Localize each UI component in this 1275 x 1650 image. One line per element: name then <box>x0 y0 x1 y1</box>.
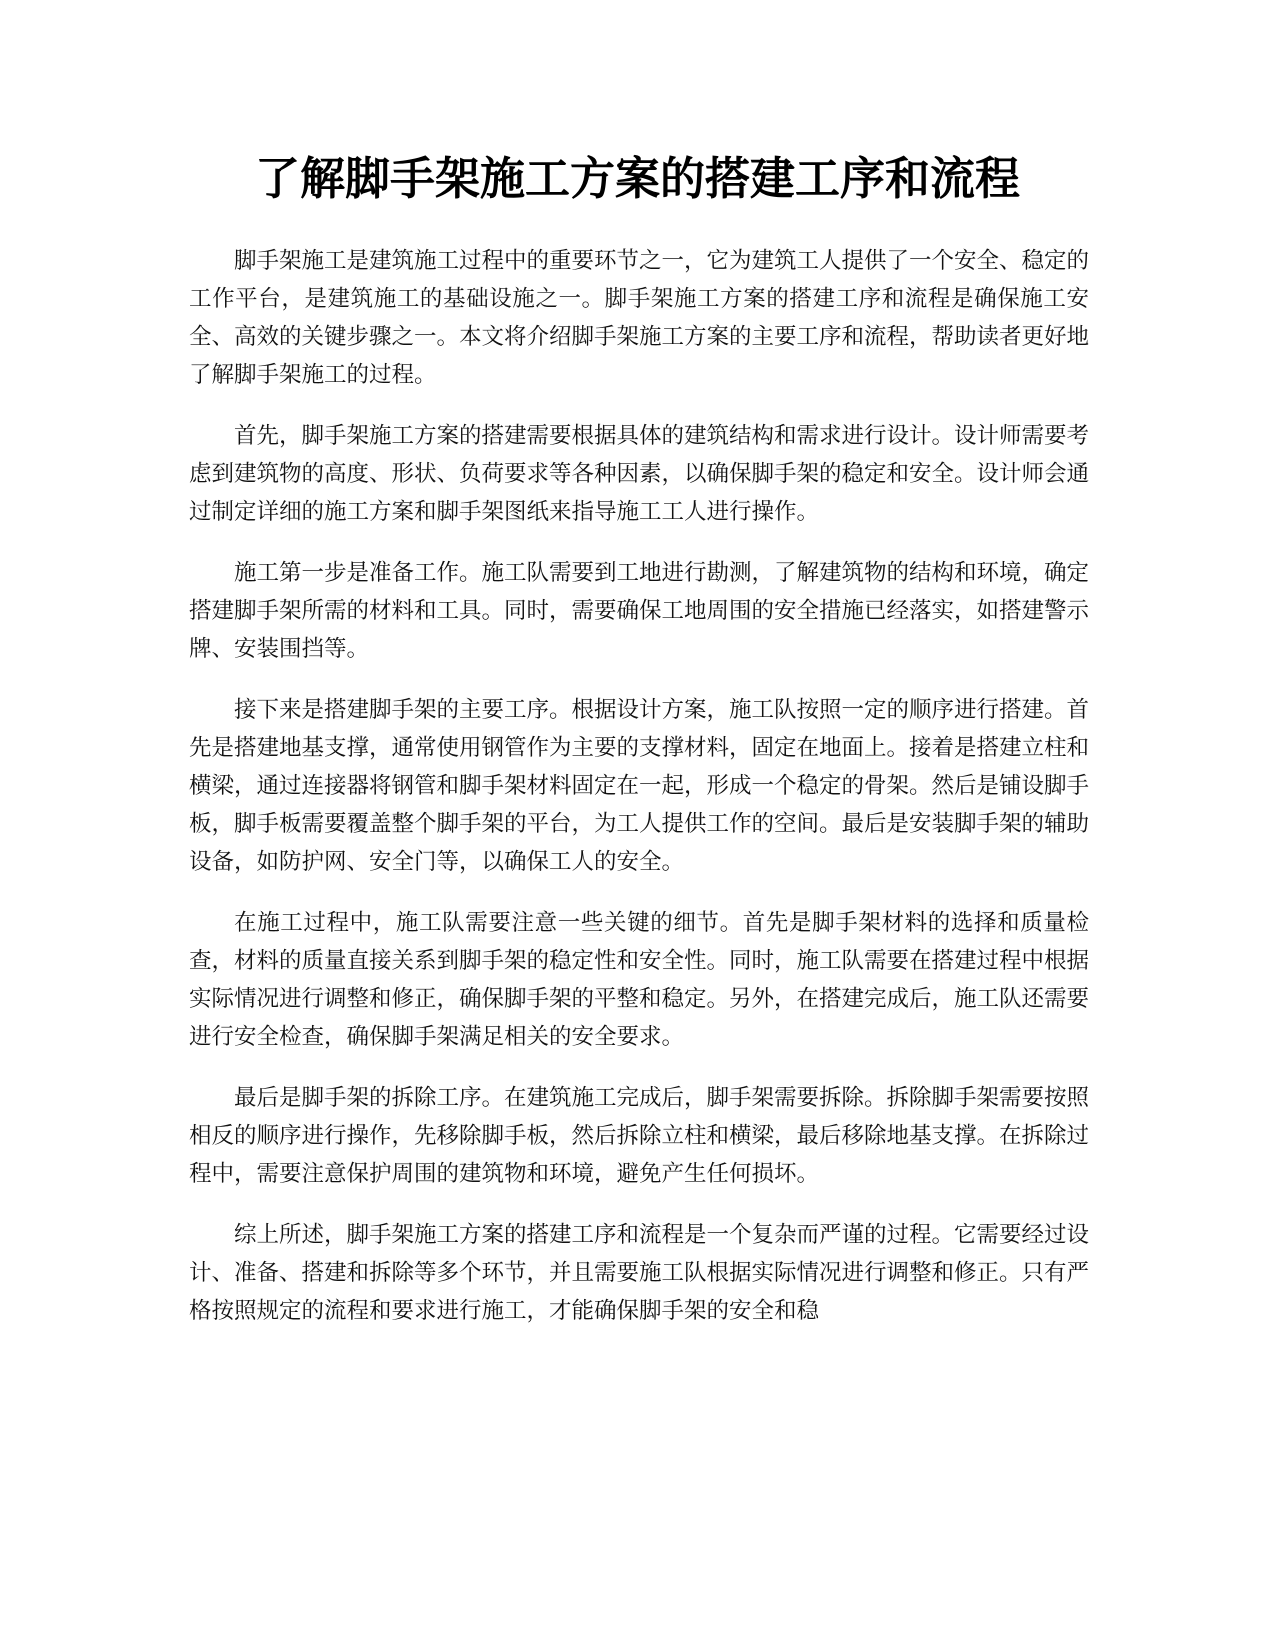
paragraph-preparation: 施工第一步是准备工作。施工队需要到工地进行勘测，了解建筑物的结构和环境，确定搭建脚手架所需的材料和工具。同时，需要确保工地周围的安全措施已经落实，如搭建警示牌、安装围挡等。 <box>189 560 1090 662</box>
paragraph-summary: 综上所述，脚手架施工方案的搭建工序和流程是一个复杂而严谨的过程。它需要经过设计、准备、搭建和拆除等多个环节，并且需要施工队根据实际情况进行调整和修正。只有严格按照规定的流程和要求进行施工，才能确保脚手架的安全和稳 <box>189 1222 1090 1324</box>
paragraph-dismantling: 最后是脚手架的拆除工序。在建筑施工完成后，脚手架需要拆除。拆除脚手架需要按照相反的顺序进行操作，先移除脚手板，然后拆除立柱和横梁，最后移除地基支撑。在拆除过程中，需要注意保护周围的建筑物和环境，避免产生任何损坏。 <box>189 1085 1090 1187</box>
paragraph-details: 在施工过程中，施工队需要注意一些关键的细节。首先是脚手架材料的选择和质量检查，材料的质量直接关系到脚手架的稳定性和安全性。同时，施工队需要在搭建过程中根据实际情况进行调整和修正，确保脚手架的平整和稳定。另外，在搭建完成后，施工队还需要进行安全检查，确保脚手架满足相关的安全要求。 <box>189 910 1090 1050</box>
document-body <box>189 242 1089 1353</box>
paragraph-erection: 接下来是搭建脚手架的主要工序。根据设计方案，施工队按照一定的顺序进行搭建。首先是搭建地基支撑，通常使用钢管作为主要的支撑材料，固定在地面上。接着是搭建立柱和横梁，通过连接器将钢管和脚手架材料固定在一起，形成一个稳定的骨架。然后是铺设脚手板，脚手板需要覆盖整个脚手架的平台，为工人提供工作的空间。最后是安装脚手架的辅助设备，如防护网、安全门等，以确保工人的安全。 <box>189 697 1090 875</box>
paragraph-intro: 脚手架施工是建筑施工过程中的重要环节之一，它为建筑工人提供了一个安全、稳定的工作平台，是建筑施工的基础设施之一。脚手架施工方案的搭建工序和流程是确保施工安全、高效的关键步骤之一。本文将介绍脚手架施工方案的主要工序和流程，帮助读者更好地了解脚手架施工的过程。 <box>189 248 1090 388</box>
document-title: 了解脚手架施工方案的搭建工序和流程 <box>254 152 1020 205</box>
paragraph-design: 首先，脚手架施工方案的搭建需要根据具体的建筑结构和需求进行设计。设计师需要考虑到建筑物的高度、形状、负荷要求等各种因素，以确保脚手架的稳定和安全。设计师会通过制定详细的施工方案和脚手架图纸来指导施工工人进行操作。 <box>189 423 1090 525</box>
